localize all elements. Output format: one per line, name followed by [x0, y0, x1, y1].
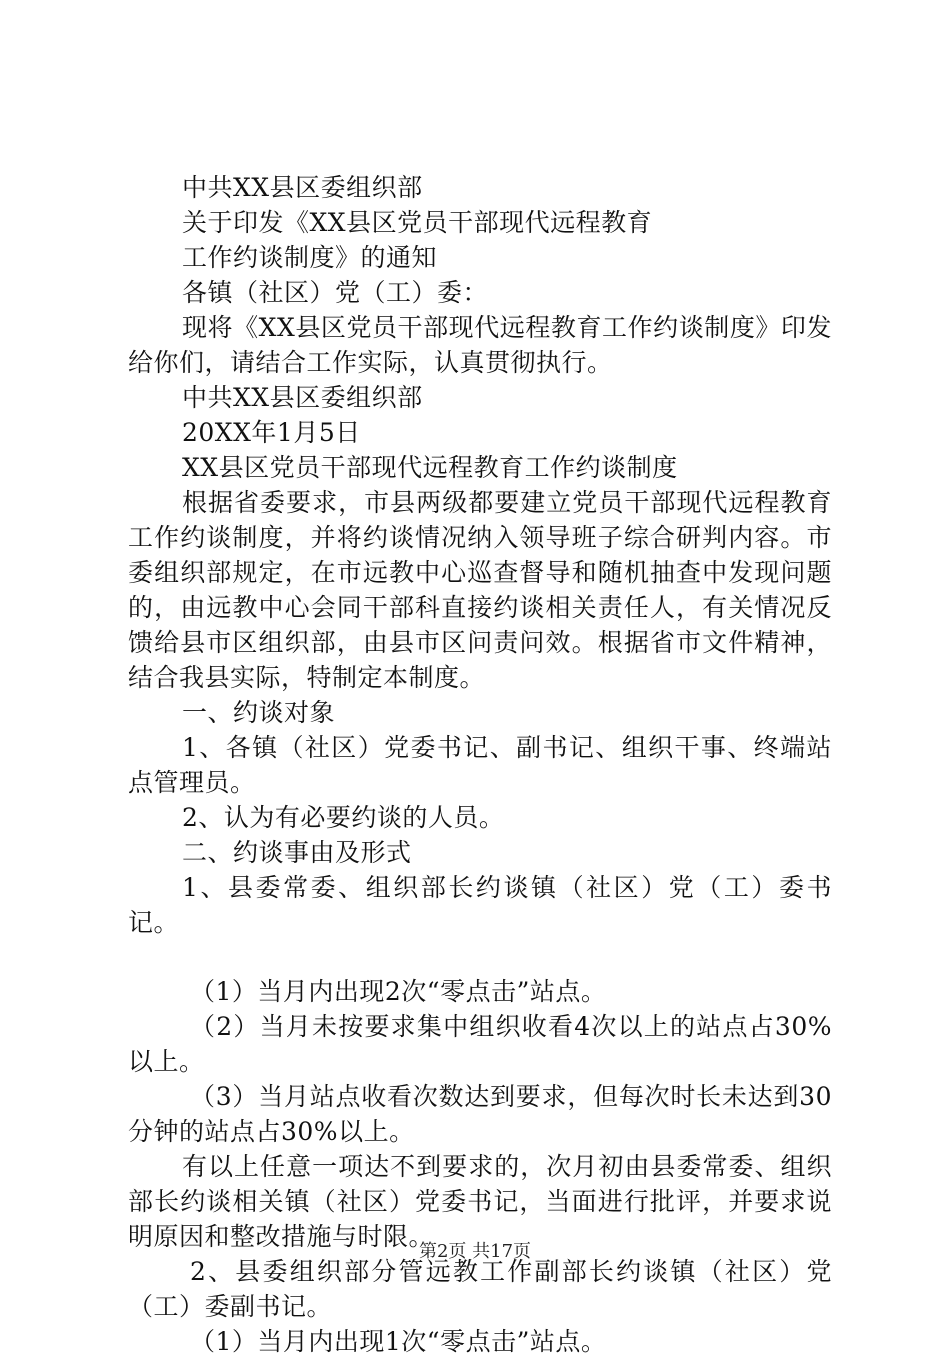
section-heading-2: 二、约谈事由及形式: [182, 838, 412, 867]
list-item: 2、县委组织部分管远教工作副部长约谈镇（社区）党（工）委副书记。: [128, 1257, 832, 1321]
sub-item: （3）当月站点收看次数达到要求，但每次时长未达到30分钟的站点占30%以上。: [128, 1082, 832, 1146]
section-heading-1: 一、约谈对象: [182, 698, 336, 727]
page-number: 第2页 共17页: [418, 1241, 532, 1262]
regulation-title: XX县区党员干部现代远程教育工作约谈制度: [182, 453, 678, 482]
sub-item: （2）当月未按要求集中组织收看4次以上的站点占30%以上。: [128, 1012, 832, 1076]
blank-line: [128, 940, 832, 974]
document-body: [128, 170, 832, 1359]
notice-body-paragraph: 现将《XX县区党员干部现代远程教育工作约谈制度》印发给你们，请结合工作实际，认真贯彻执行。: [128, 313, 832, 377]
notice-title-line-2: 工作约谈制度》的通知: [182, 243, 438, 272]
list-item: 2、认为有必要约谈的人员。: [182, 803, 505, 832]
list-item: 1、县委常委、组织部长约谈镇（社区）党（工）委书记。: [128, 873, 832, 937]
signature-org: 中共XX县区委组织部: [182, 383, 423, 412]
sub-item: （1）当月内出现2次“零点击”站点。: [190, 977, 607, 1006]
sub-item: （1）当月内出现1次“零点击”站点。: [190, 1327, 607, 1356]
intro-paragraph: 根据省委要求，市县两级都要建立党员干部现代远程教育工作约谈制度，并将约谈情况纳入领导班子综合研判内容。市委组织部规定，在市远教中心巡查督导和随机抽查中发现问题的，由远教中心会同干部科直接约谈相关责任人，有关情况反馈给县市区组织部，由县市区问责问效。根据省市文件精神，结合我县实际，特制定本制度。: [128, 488, 832, 692]
signature-date: 20XX年1月5日: [182, 418, 361, 447]
list-item: 1、各镇（社区）党委书记、副书记、组织干事、终端站点管理员。: [128, 733, 832, 797]
body-paragraph: 有以上任意一项达不到要求的，次月初由县委常委、组织部长约谈相关镇（社区）党委书记，当面进行批评，并要求说明原因和整改措施与时限。: [128, 1152, 832, 1251]
addressee-line: 各镇（社区）党（工）委：: [182, 278, 489, 307]
notice-title-line-1: 关于印发《XX县区党员干部现代远程教育: [182, 208, 653, 237]
issuer-line: 中共XX县区委组织部: [182, 173, 423, 202]
